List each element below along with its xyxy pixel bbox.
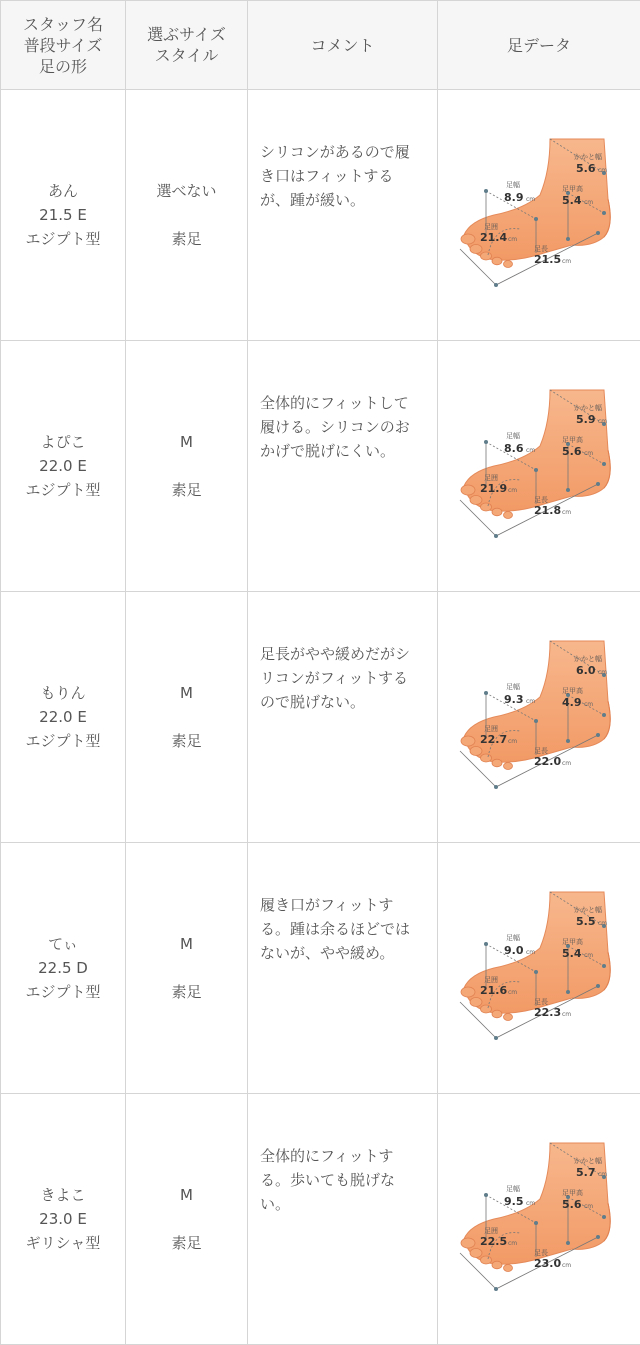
comment-line: る。歩いても脱げな bbox=[260, 1168, 427, 1192]
comment-cell bbox=[248, 592, 438, 843]
table-row bbox=[1, 843, 640, 1094]
comment-line: 履ける。シリコンのお bbox=[260, 415, 427, 439]
foot-width-value: 9.0 bbox=[504, 944, 524, 957]
heel-width-value: 5.7 bbox=[576, 1166, 596, 1179]
foot-length-value: 21.8 bbox=[534, 504, 561, 517]
foot-width-value: 8.9 bbox=[504, 191, 524, 204]
foot-length-value: 21.5 bbox=[534, 253, 561, 266]
foot-girth-value: 22.7 bbox=[480, 733, 507, 746]
foot-length-unit: cm bbox=[562, 509, 571, 516]
header-choose-size: 選ぶサイズ bbox=[126, 24, 247, 45]
comment-line: が、踵が緩い。 bbox=[260, 188, 427, 212]
comment-line: 全体的にフィットす bbox=[260, 1144, 427, 1168]
style: 素足 bbox=[126, 980, 247, 1004]
staff-name: よぴこ bbox=[1, 430, 125, 454]
heel-width-value: 6.0 bbox=[576, 664, 596, 677]
foot-diagram bbox=[454, 637, 624, 797]
foot-length-value: 22.0 bbox=[534, 755, 561, 768]
header-comment: コメント bbox=[248, 1, 438, 90]
comment-line: る。踵は余るほどでは bbox=[260, 917, 427, 941]
foot-width-value: 9.5 bbox=[504, 1195, 524, 1208]
header-style: スタイル bbox=[126, 45, 247, 66]
size-cell bbox=[126, 843, 248, 1094]
usual-size: 21.5 E bbox=[1, 203, 125, 227]
foot-diagram bbox=[454, 386, 624, 546]
heel-width-unit: cm bbox=[598, 669, 607, 676]
header-staff-name: スタッフ名 bbox=[1, 14, 125, 35]
foot-data-cell bbox=[438, 843, 640, 1094]
style: 素足 bbox=[126, 1231, 247, 1255]
size-cell bbox=[126, 1094, 248, 1345]
heel-width-value: 5.9 bbox=[576, 413, 596, 426]
comment-line: ので脱げない。 bbox=[260, 690, 427, 714]
foot-width-unit: cm bbox=[526, 447, 535, 454]
staff-name: もりん bbox=[1, 681, 125, 705]
foot-width-label: 足幅 bbox=[506, 431, 520, 440]
comment-line: かげで脱げにくい。 bbox=[260, 439, 427, 463]
foot-shape: ギリシャ型 bbox=[1, 1231, 125, 1255]
foot-shape: エジプト型 bbox=[1, 478, 125, 502]
comment-line: 履き口がフィットす bbox=[260, 893, 427, 917]
comment-line: シリコンがあるので履 bbox=[260, 140, 427, 164]
chosen-size: M bbox=[126, 430, 247, 454]
staff-cell bbox=[1, 843, 126, 1094]
header-usual-size: 普段サイズ bbox=[1, 35, 125, 56]
heel-width-label: かかと幅 bbox=[574, 1156, 602, 1165]
staff-cell bbox=[1, 1094, 126, 1345]
foot-length-unit: cm bbox=[562, 1262, 571, 1269]
foot-width-unit: cm bbox=[526, 1200, 535, 1207]
foot-girth-label: 足囲 bbox=[484, 975, 498, 984]
instep-height-label: 足甲高 bbox=[562, 435, 583, 444]
foot-width-label: 足幅 bbox=[506, 682, 520, 691]
header-size bbox=[126, 1, 248, 90]
style: 素足 bbox=[126, 729, 247, 753]
size-cell bbox=[126, 592, 248, 843]
staff-name: あん bbox=[1, 179, 125, 203]
foot-girth-unit: cm bbox=[508, 1240, 517, 1247]
instep-height-label: 足甲高 bbox=[562, 1188, 583, 1197]
foot-girth-value: 22.5 bbox=[480, 1235, 507, 1248]
instep-height-unit: cm bbox=[584, 199, 593, 206]
foot-length-label: 足長 bbox=[534, 746, 548, 755]
comment-line: リコンがフィットする bbox=[260, 666, 427, 690]
staff-cell bbox=[1, 90, 126, 341]
comment-cell bbox=[248, 843, 438, 1094]
comment-cell bbox=[248, 341, 438, 592]
instep-height-value: 5.6 bbox=[562, 1198, 582, 1211]
heel-width-unit: cm bbox=[598, 418, 607, 425]
foot-width-unit: cm bbox=[526, 949, 535, 956]
foot-length-unit: cm bbox=[562, 1011, 571, 1018]
foot-width-label: 足幅 bbox=[506, 180, 520, 189]
foot-girth-label: 足囲 bbox=[484, 222, 498, 231]
foot-length-value: 22.3 bbox=[534, 1006, 561, 1019]
heel-width-label: かかと幅 bbox=[574, 654, 602, 663]
heel-width-label: かかと幅 bbox=[574, 152, 602, 161]
foot-width-label: 足幅 bbox=[506, 1184, 520, 1193]
staff-name: きよこ bbox=[1, 1183, 125, 1207]
comment-cell bbox=[248, 1094, 438, 1345]
heel-width-label: かかと幅 bbox=[574, 905, 602, 914]
staff-cell bbox=[1, 341, 126, 592]
foot-length-label: 足長 bbox=[534, 1248, 548, 1257]
usual-size: 22.0 E bbox=[1, 454, 125, 478]
foot-width-value: 9.3 bbox=[504, 693, 524, 706]
heel-width-value: 5.6 bbox=[576, 162, 596, 175]
foot-girth-unit: cm bbox=[508, 738, 517, 745]
style: 素足 bbox=[126, 227, 247, 251]
header-foot-shape: 足の形 bbox=[1, 56, 125, 77]
heel-width-value: 5.5 bbox=[576, 915, 596, 928]
comment-line: ないが、やや緩め。 bbox=[260, 941, 427, 965]
foot-data-cell bbox=[438, 341, 640, 592]
foot-girth-value: 21.4 bbox=[480, 231, 507, 244]
foot-width-value: 8.6 bbox=[504, 442, 524, 455]
comment-line: き口はフィットする bbox=[260, 164, 427, 188]
instep-height-unit: cm bbox=[584, 1203, 593, 1210]
table-row bbox=[1, 1094, 640, 1345]
foot-length-label: 足長 bbox=[534, 244, 548, 253]
foot-girth-unit: cm bbox=[508, 487, 517, 494]
instep-height-value: 5.6 bbox=[562, 445, 582, 458]
usual-size: 23.0 E bbox=[1, 1207, 125, 1231]
staff-cell bbox=[1, 592, 126, 843]
foot-length-label: 足長 bbox=[534, 997, 548, 1006]
usual-size: 22.5 D bbox=[1, 956, 125, 980]
comment-cell bbox=[248, 90, 438, 341]
heel-width-label: かかと幅 bbox=[574, 403, 602, 412]
foot-shape: エジプト型 bbox=[1, 980, 125, 1004]
foot-diagram bbox=[454, 888, 624, 1048]
foot-diagram bbox=[454, 1139, 624, 1299]
instep-height-label: 足甲高 bbox=[562, 686, 583, 695]
foot-width-label: 足幅 bbox=[506, 933, 520, 942]
instep-height-unit: cm bbox=[584, 952, 593, 959]
foot-length-label: 足長 bbox=[534, 495, 548, 504]
instep-height-unit: cm bbox=[584, 450, 593, 457]
foot-diagram bbox=[454, 135, 624, 295]
usual-size: 22.0 E bbox=[1, 705, 125, 729]
instep-height-label: 足甲高 bbox=[562, 184, 583, 193]
chosen-size: M bbox=[126, 932, 247, 956]
foot-girth-label: 足囲 bbox=[484, 473, 498, 482]
header-foot-data: 足データ bbox=[438, 1, 640, 90]
foot-width-unit: cm bbox=[526, 196, 535, 203]
foot-shape: エジプト型 bbox=[1, 729, 125, 753]
table-row bbox=[1, 90, 640, 341]
header-staff bbox=[1, 1, 126, 90]
size-cell bbox=[126, 341, 248, 592]
comment-line: 全体的にフィットして bbox=[260, 391, 427, 415]
foot-girth-unit: cm bbox=[508, 236, 517, 243]
style: 素足 bbox=[126, 478, 247, 502]
foot-girth-value: 21.9 bbox=[480, 482, 507, 495]
heel-width-unit: cm bbox=[598, 167, 607, 174]
foot-girth-label: 足囲 bbox=[484, 1226, 498, 1235]
foot-girth-value: 21.6 bbox=[480, 984, 507, 997]
foot-shape: エジプト型 bbox=[1, 227, 125, 251]
comment-line: 足長がやや緩めだがシ bbox=[260, 642, 427, 666]
foot-girth-unit: cm bbox=[508, 989, 517, 996]
foot-length-unit: cm bbox=[562, 760, 571, 767]
instep-height-label: 足甲高 bbox=[562, 937, 583, 946]
header-row bbox=[1, 1, 640, 90]
table-row bbox=[1, 592, 640, 843]
heel-width-unit: cm bbox=[598, 1171, 607, 1178]
comment-line: い。 bbox=[260, 1192, 427, 1216]
staff-name: てぃ bbox=[1, 932, 125, 956]
instep-height-value: 4.9 bbox=[562, 696, 582, 709]
foot-length-unit: cm bbox=[562, 258, 571, 265]
foot-data-cell bbox=[438, 90, 640, 341]
table-row bbox=[1, 341, 640, 592]
instep-height-value: 5.4 bbox=[562, 194, 582, 207]
size-cell bbox=[126, 90, 248, 341]
chosen-size: M bbox=[126, 1183, 247, 1207]
foot-girth-label: 足囲 bbox=[484, 724, 498, 733]
chosen-size: M bbox=[126, 681, 247, 705]
foot-width-unit: cm bbox=[526, 698, 535, 705]
heel-width-unit: cm bbox=[598, 920, 607, 927]
foot-data-cell bbox=[438, 592, 640, 843]
foot-data-cell bbox=[438, 1094, 640, 1345]
foot-length-value: 23.0 bbox=[534, 1257, 561, 1270]
instep-height-value: 5.4 bbox=[562, 947, 582, 960]
instep-height-unit: cm bbox=[584, 701, 593, 708]
chosen-size: 選べない bbox=[126, 179, 247, 203]
